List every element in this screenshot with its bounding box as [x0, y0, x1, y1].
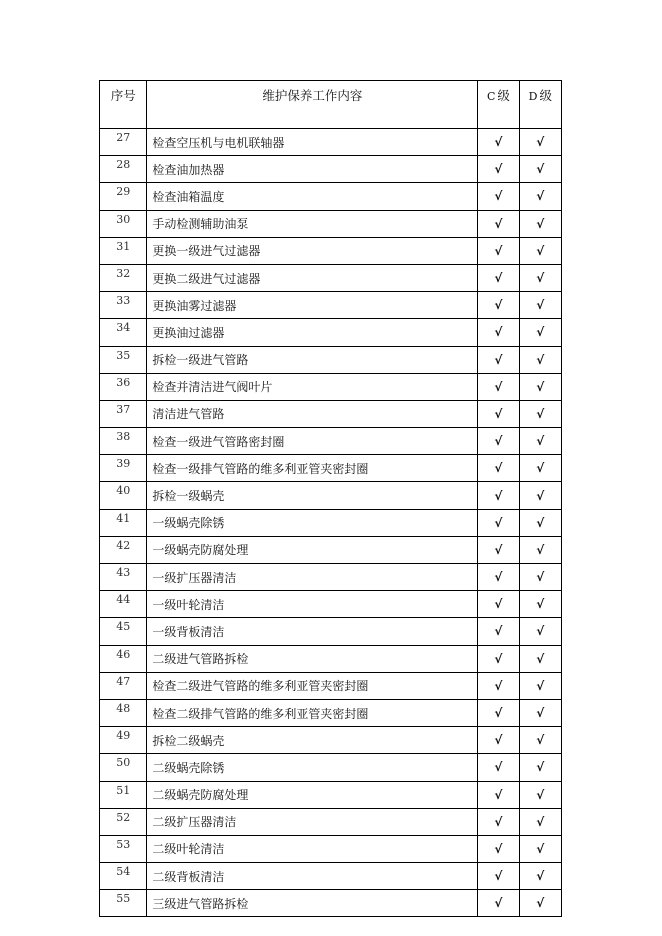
c-level-check: √ [478, 564, 519, 591]
table-row [100, 482, 562, 509]
row-number: 51 [100, 781, 147, 808]
row-number: 30 [100, 210, 147, 237]
row-number: 29 [100, 183, 147, 210]
c-level-check: √ [478, 727, 519, 754]
row-number: 45 [100, 618, 147, 645]
row-task: 检查并清洁进气阀叶片 [147, 373, 478, 400]
table-row [100, 346, 562, 373]
header-d-level [519, 81, 561, 129]
row-task: 检查二级进气管路的维多利亚管夹密封圈 [147, 672, 478, 699]
c-level-check: √ [478, 319, 519, 346]
c-level-check: √ [478, 346, 519, 373]
row-task: 一级蜗壳除锈 [147, 509, 478, 536]
d-level-check: √ [519, 264, 561, 291]
table-row [100, 400, 562, 427]
row-number: 27 [100, 129, 147, 156]
d-level-check: √ [519, 509, 561, 536]
row-task: 拆检一级蜗壳 [147, 482, 478, 509]
row-number: 54 [100, 863, 147, 890]
row-number: 35 [100, 346, 147, 373]
d-level-check: √ [519, 183, 561, 210]
c-level-check: √ [478, 400, 519, 427]
table-row [100, 455, 562, 482]
row-task: 更换油过滤器 [147, 319, 478, 346]
row-task: 检查一级排气管路的维多利亚管夹密封圈 [147, 455, 478, 482]
table-body [100, 129, 562, 917]
d-level-check: √ [519, 319, 561, 346]
c-level-check: √ [478, 863, 519, 890]
row-task: 二级蜗壳防腐处理 [147, 781, 478, 808]
c-level-check: √ [478, 455, 519, 482]
table-row [100, 618, 562, 645]
table-header-row [100, 81, 562, 129]
row-task: 检查油加热器 [147, 156, 478, 183]
table-row [100, 183, 562, 210]
c-level-check: √ [478, 509, 519, 536]
table-row [100, 210, 562, 237]
c-level-check: √ [478, 237, 519, 264]
d-level-check: √ [519, 482, 561, 509]
table-row [100, 564, 562, 591]
c-level-check: √ [478, 264, 519, 291]
row-number: 36 [100, 373, 147, 400]
row-task: 一级扩压器清洁 [147, 564, 478, 591]
row-task: 二级蜗壳除锈 [147, 754, 478, 781]
row-task: 清洁进气管路 [147, 400, 478, 427]
table-row [100, 428, 562, 455]
table-row [100, 591, 562, 618]
table-row [100, 536, 562, 563]
d-level-check: √ [519, 346, 561, 373]
table-row [100, 863, 562, 890]
header-no: 序号 [100, 81, 147, 129]
c-level-check: √ [478, 890, 519, 917]
d-level-check: √ [519, 373, 561, 400]
table-row [100, 373, 562, 400]
d-level-check: √ [519, 754, 561, 781]
d-level-check: √ [519, 536, 561, 563]
table-row [100, 890, 562, 917]
table-row [100, 699, 562, 726]
row-task: 拆检一级进气管路 [147, 346, 478, 373]
c-level-check: √ [478, 645, 519, 672]
c-level-letter: C [486, 90, 496, 103]
table-row [100, 319, 562, 346]
d-level-check: √ [519, 863, 561, 890]
row-number: 53 [100, 835, 147, 862]
d-level-check: √ [519, 129, 561, 156]
d-level-check: √ [519, 645, 561, 672]
d-level-check: √ [519, 428, 561, 455]
row-number: 49 [100, 727, 147, 754]
table-row [100, 292, 562, 319]
row-number: 47 [100, 672, 147, 699]
row-number: 34 [100, 319, 147, 346]
d-level-check: √ [519, 564, 561, 591]
row-task: 二级进气管路拆检 [147, 645, 478, 672]
d-level-check: √ [519, 237, 561, 264]
d-level-check: √ [519, 400, 561, 427]
header-task: 维护保养工作内容 [147, 81, 478, 129]
d-level-check: √ [519, 699, 561, 726]
d-level-check: √ [519, 618, 561, 645]
row-number: 43 [100, 564, 147, 591]
row-task: 更换一级进气过滤器 [147, 237, 478, 264]
d-level-check: √ [519, 455, 561, 482]
row-number: 32 [100, 264, 147, 291]
c-level-check: √ [478, 672, 519, 699]
c-level-suffix: 级 [497, 88, 510, 103]
d-level-letter: D [528, 90, 538, 103]
table-row [100, 835, 562, 862]
table-row [100, 129, 562, 156]
row-number: 39 [100, 455, 147, 482]
table-row [100, 754, 562, 781]
row-task: 三级进气管路拆检 [147, 890, 478, 917]
row-number: 38 [100, 428, 147, 455]
row-number: 33 [100, 292, 147, 319]
c-level-check: √ [478, 210, 519, 237]
d-level-check: √ [519, 591, 561, 618]
row-number: 40 [100, 482, 147, 509]
c-level-check: √ [478, 156, 519, 183]
c-level-check: √ [478, 183, 519, 210]
c-level-check: √ [478, 754, 519, 781]
row-task: 一级蜗壳防腐处理 [147, 536, 478, 563]
row-task: 二级扩压器清洁 [147, 808, 478, 835]
table-row [100, 727, 562, 754]
header-c-level [478, 81, 519, 129]
row-number: 44 [100, 591, 147, 618]
d-level-check: √ [519, 727, 561, 754]
c-level-check: √ [478, 591, 519, 618]
table-row [100, 156, 562, 183]
row-number: 55 [100, 890, 147, 917]
d-level-suffix: 级 [539, 88, 552, 103]
c-level-check: √ [478, 536, 519, 563]
d-level-check: √ [519, 156, 561, 183]
row-task: 更换油雾过滤器 [147, 292, 478, 319]
table-row [100, 237, 562, 264]
row-task: 检查一级进气管路密封圈 [147, 428, 478, 455]
table-row [100, 645, 562, 672]
d-level-check: √ [519, 210, 561, 237]
c-level-check: √ [478, 699, 519, 726]
row-number: 52 [100, 808, 147, 835]
row-number: 46 [100, 645, 147, 672]
row-number: 31 [100, 237, 147, 264]
row-task: 一级背板清洁 [147, 618, 478, 645]
row-number: 48 [100, 699, 147, 726]
d-level-check: √ [519, 292, 561, 319]
row-task: 检查油箱温度 [147, 183, 478, 210]
row-task: 更换二级进气过滤器 [147, 264, 478, 291]
table-row [100, 509, 562, 536]
row-number: 41 [100, 509, 147, 536]
row-task: 检查二级排气管路的维多利亚管夹密封圈 [147, 699, 478, 726]
c-level-check: √ [478, 129, 519, 156]
d-level-check: √ [519, 781, 561, 808]
c-level-check: √ [478, 428, 519, 455]
row-task: 拆检二级蜗壳 [147, 727, 478, 754]
row-task: 二级叶轮清洁 [147, 835, 478, 862]
c-level-check: √ [478, 373, 519, 400]
row-task: 手动检测辅助油泵 [147, 210, 478, 237]
table-row [100, 672, 562, 699]
row-number: 37 [100, 400, 147, 427]
c-level-check: √ [478, 482, 519, 509]
c-level-check: √ [478, 292, 519, 319]
d-level-check: √ [519, 672, 561, 699]
d-level-check: √ [519, 835, 561, 862]
table-row [100, 808, 562, 835]
row-task: 二级背板清洁 [147, 863, 478, 890]
row-task: 一级叶轮清洁 [147, 591, 478, 618]
c-level-check: √ [478, 808, 519, 835]
c-level-check: √ [478, 618, 519, 645]
maintenance-table [99, 80, 562, 917]
c-level-check: √ [478, 781, 519, 808]
table-row [100, 781, 562, 808]
row-number: 28 [100, 156, 147, 183]
d-level-check: √ [519, 808, 561, 835]
d-level-check: √ [519, 890, 561, 917]
table-row [100, 264, 562, 291]
row-task: 检查空压机与电机联轴器 [147, 129, 478, 156]
row-number: 50 [100, 754, 147, 781]
row-number: 42 [100, 536, 147, 563]
c-level-check: √ [478, 835, 519, 862]
